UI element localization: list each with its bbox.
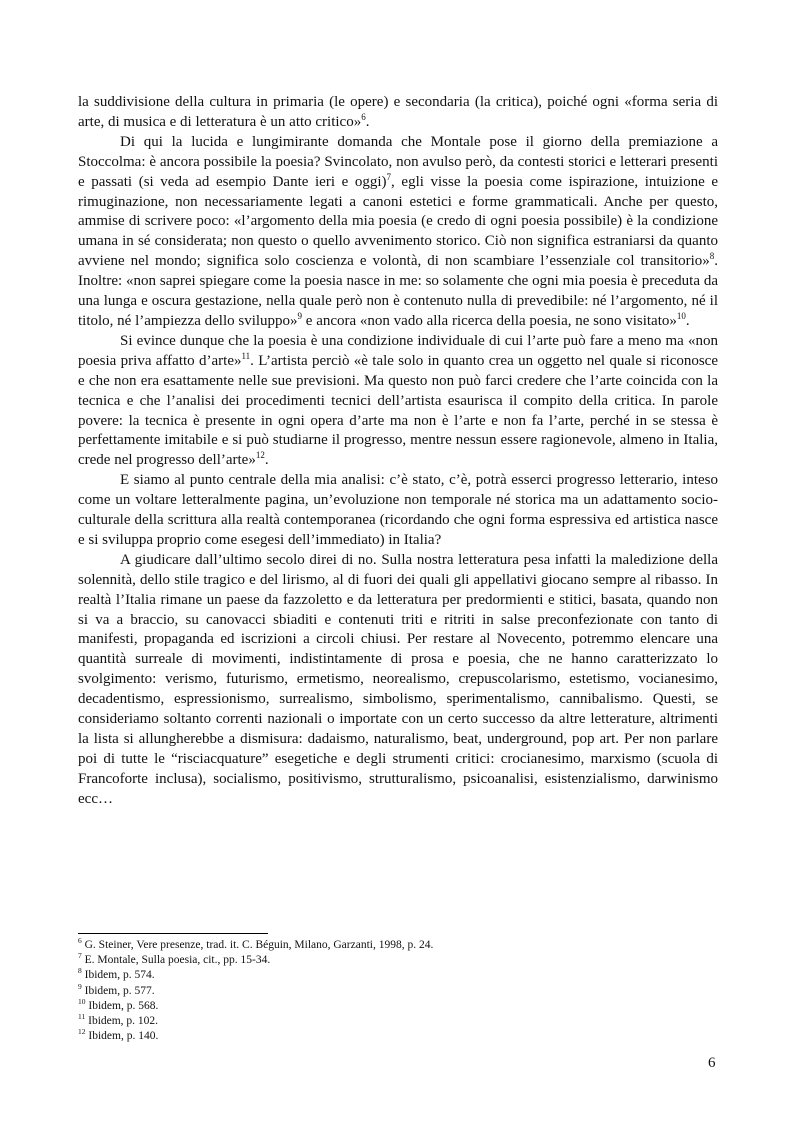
paragraph [78,332,718,471]
footnote-reference: 11 [241,350,251,361]
footnote-reference: 7 [386,171,392,182]
footnote-number: 9 [78,981,82,991]
text-run: e ancora «non vado alla ricerca della poesia, ne sono visitato» [302,312,677,329]
footnote [78,1029,718,1044]
text-run: Di qui la lucida e lungimirante domanda che Montale pose il giorno della premiazione a Stoccolma: è ancora possibile la poesia? Svincolato, non avulso però, da contesti storici e letterari presenti e passati (si veda ad esempio Dante ieri e oggi) [78,133,718,190]
footnote-text: Ibidem, p. 568. [85,999,159,1012]
footnote-text: G. Steiner, Vere presenze, trad. it. C. Béguin, Milano, Garzanti, 1998, p. 24. [81,939,434,951]
footnote-number: 12 [78,1027,86,1037]
footnote [78,996,718,1014]
footnote-reference: 6 [361,111,366,122]
footnote-reference: 9 [297,310,303,321]
footnote [78,1014,718,1029]
text-run: . [264,452,269,469]
footnote-text: Ibidem, p. 574. [81,969,155,982]
footnote-reference: 8 [709,251,715,262]
footnote-list [78,938,718,1044]
footnote [78,953,718,968]
footnote-text: E. Montale, Sulla poesia, cit., pp. 15-34. [81,954,271,967]
footnotes [78,933,718,1044]
footnote [78,938,718,953]
text-run: E siamo al punto centrale della mia analisi: c’è stato, c’è, potrà esserci progresso letterario, inteso come un voltare letteralmente pagina, un’evoluzione non temporale né storica ma un adattamento socio-culturale della scrittura alla realtà contemporanea (ricordando che ogni forma espressiva ed artistica nasce e si sviluppa proprio come esegesi dell’immediato) in Italia? [78,472,718,548]
page-number: 6 [708,1055,716,1071]
text-run: . Inoltre: «non saprei spiegare come la poesia nasce in me: so solamente che ogni mia poesia è preceduta da una lunga e oscura gestazione, nella quale però non è contenuto nulla di prevedibile: né l’argomento, né il titolo, né l’ampiezza dello sviluppo» [78,253,718,329]
text-run: . [685,312,690,329]
text-run: . L’artista perciò «è tale solo in quanto crea un oggetto nel quale si riconosce e che non era esattamente nelle sue previsioni. Ma questo non può farci credere che l’arte coincida con la tecnica e che l’analisi dei procedimenti tecnici dell’artista esaurisca il compito della critica. In parole povere: la tecnica è presente in ogni opera d’arte ma non è l’arte e non fa l’arte, perché in se stessa è perfettamente imitabile e si può studiarne il progresso, mentre nessun essere ragionevole, almeno in Italia, crede nel progresso dell’arte» [78,352,719,469]
footnote-separator [78,933,268,934]
footnote-reference: 12 [255,450,265,461]
text-run: . [365,113,370,130]
footnote-text: Ibidem, p. 577. [81,984,155,997]
text-run: Si evince dunque che la poesia è una condizione individuale di cui l’arte può fare a meno ma «non poesia priva affatto d’arte» [78,332,718,369]
paragraph [78,551,718,810]
text-run: A giudicare dall’ultimo secolo direi di no. Sulla nostra letteratura pesa infatti la maledizione della solennità, dello stile tragico e del lirismo, al di fuori dei quali gli appellativi giocano sempre al ribasso. In realtà l’Italia rimane un paese da fazzoletto e da letteratura per predormienti e stitici, basata, quando non si va a braccio, su canovacci sbiaditi e contenuti triti e ritriti in salse preconfezionate con tanto di manifesti, propaganda ed iscrizioni a circoli chiusi. Per restare al Novecento, potremmo elencare una quantità surreale di movimenti, indistintamente di prosa e poesia, che ne hanno caratterizzato lo svolgimento: verismo, futurismo, ermetismo, neorealismo, crepuscolarismo, estetismo, vocianesimo, decadentismo, espressionismo, surrealismo, simbolismo, sperimentalismo, cannibalismo. Questi, se consideriamo soltanto correnti nazionali o importate con un certo successo da altre letterature, altrimenti la lista si allungherebbe a dismisura: dadaismo, naturalismo, beat, underground, pop art. Per non parlare poi di tutte le “risciacquature” esegetiche e degli strumenti critici: crocianesimo, marxismo (scuola di Francoforte inclusa), socialismo, positivismo, strutturalismo, psicoanalisi, esistenzialismo, darwinismo ecc… [78,551,718,807]
footnote [78,968,718,983]
footnote-text: Ibidem, p. 102. [85,1015,159,1028]
paragraph [78,471,718,551]
footnote-number: 11 [78,1012,86,1022]
footnote-number: 8 [78,966,82,976]
body-text [78,93,718,810]
paragraph [78,133,718,332]
footnote [78,981,718,999]
paragraph [78,93,718,133]
footnote-reference: 10 [676,310,686,321]
footnote-number: 7 [78,951,82,961]
footnote-number: 6 [78,936,82,946]
text-run: la suddivisione della cultura in primaria (le opere) e secondaria (la critica), poiché ogni «forma seria di arte, di musica e di letteratura è un atto critico» [78,94,718,130]
footnote-text: Ibidem, p. 140. [85,1030,159,1043]
footnote-number: 10 [78,996,86,1006]
page-body [78,93,718,810]
text-run: , egli visse la poesia come ispirazione, intuizione e rimuginazione, non necessariamente legati a canoni estetici e forme grammaticali. Anche per questo, ammise di scrivere poco: «l’argomento della mia poesia (e credo di ogni poesia possibile) è la condizione umana in sé considerata; non questo o quello avvenimento storico. Ciò non significa estraniarsi da quanto avviene nel mondo; significa solo coscienza e volontà, di non scambiare l’essenziale col transitorio» [78,173,718,270]
